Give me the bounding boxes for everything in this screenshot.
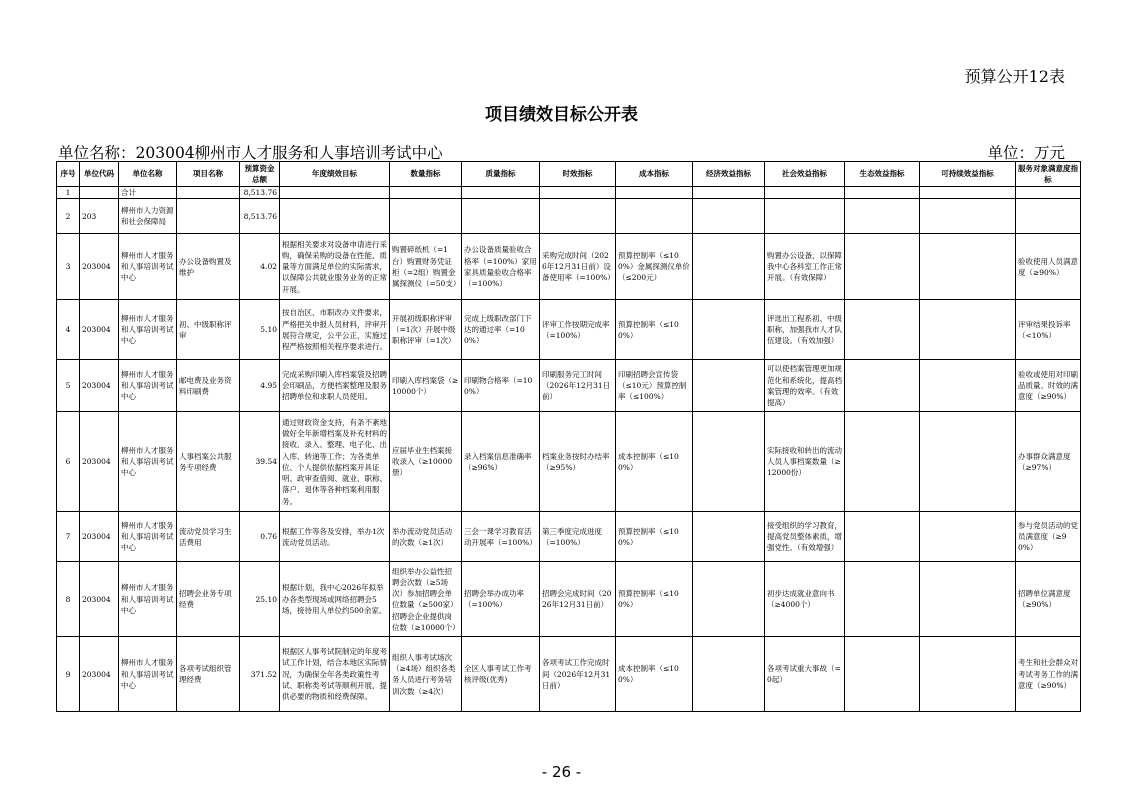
header-cell: 序号 xyxy=(57,162,80,187)
table-cell xyxy=(693,187,765,199)
table-cell: 邮电费及业务资料印刷费 xyxy=(177,360,240,412)
table-cell: 开展初级职称评审（=1次）开展中级职称评审（=1次） xyxy=(390,300,462,360)
table-cell: 5.10 xyxy=(240,300,280,360)
unit-currency: 单位：万元 xyxy=(987,144,1065,162)
table-cell: 应届毕业生档案接收录入（≥10000册） xyxy=(390,412,462,512)
header-cell: 数量指标 xyxy=(390,162,462,187)
table-cell: 印刷招聘会宣传袋（≤10元）预算控制率（≤100%） xyxy=(616,360,693,412)
table-cell xyxy=(462,199,540,234)
table-cell: 合计 xyxy=(119,187,177,199)
table-cell: 预算控制率（≤100%） xyxy=(616,512,693,562)
table-cell: 评审工作按期完成率（=100%） xyxy=(540,300,616,360)
table-cell: 柳州市人才服务和人事培训考试中心 xyxy=(119,300,177,360)
table-cell: 预算控制率（≤100%） xyxy=(616,300,693,360)
table-cell xyxy=(920,412,1016,512)
table-cell xyxy=(920,512,1016,562)
header-cell: 单位代码 xyxy=(80,162,119,187)
table-cell: 8 xyxy=(57,562,80,637)
form-number: 预算公开12表 xyxy=(964,67,1065,86)
table-cell xyxy=(693,562,765,637)
table-cell xyxy=(845,562,920,637)
table-cell: 柳州市人才服务和人事培训考试中心 xyxy=(119,234,177,300)
table-cell: 203004 xyxy=(80,637,119,712)
table-cell: 各项考试重大事故（=0起） xyxy=(765,637,845,712)
table-cell: 初、中级职称评审 xyxy=(177,300,240,360)
table-cell: 招聘单位满意度（≥90%） xyxy=(1016,562,1081,637)
table-cell: 评审结果投诉率（<10%） xyxy=(1016,300,1081,360)
table-cell: 203004 xyxy=(80,300,119,360)
table-cell: 采购完成时间（2026年12月31日前）设备使用率（=100%） xyxy=(540,234,616,300)
table-cell: 通过财政资金支持，有条不紊地做好全年新增档案及补充材料的接收、录入、整理、电子化、出入库、转递等工作；为各类单位、个人提供依据档案开具证明、政审查借阅、就业、职称、落户、退休等各种档案利用服务。 xyxy=(280,412,390,512)
table-cell: 考生和社会群众对考试考务工作的满意度（≥90%） xyxy=(1016,637,1081,712)
header-cell: 单位名称 xyxy=(119,162,177,187)
table-cell: 预算控制率（≤100%）金属探测仪单价（≤200元） xyxy=(616,234,693,300)
table-cell: 流动党员学习生活费用 xyxy=(177,512,240,562)
header-cell: 年度绩效目标 xyxy=(280,162,390,187)
table-cell: 柳州市人力资源和社会保障局 xyxy=(119,199,177,234)
table-cell: 评选出工程系初、中级职称，加强我市人才队伍建设。（有效加强） xyxy=(765,300,845,360)
table-cell xyxy=(693,199,765,234)
table-cell xyxy=(920,360,1016,412)
table-cell: 25.10 xyxy=(240,562,280,637)
table-cell xyxy=(765,187,845,199)
unit-name: 单位名称：203004柳州市人才服务和人事培训考试中心 xyxy=(58,144,443,162)
table-cell xyxy=(177,199,240,234)
table-cell: 各项考试组织管理经费 xyxy=(177,637,240,712)
table-cell: 完成采购印刷入库档案袋及招聘会印刷品，方便档案整理及服务招聘单位和求职人员使用。 xyxy=(280,360,390,412)
header-cell: 项目名称 xyxy=(177,162,240,187)
table-row xyxy=(57,199,1081,234)
table-cell xyxy=(845,512,920,562)
table-cell xyxy=(845,234,920,300)
table-cell: 招聘会业务专项经费 xyxy=(177,562,240,637)
table-cell xyxy=(845,187,920,199)
table-cell: 柳州市人才服务和人事培训考试中心 xyxy=(119,637,177,712)
header-cell: 经济效益指标 xyxy=(693,162,765,187)
table-cell xyxy=(693,637,765,712)
table-cell: 8,513.76 xyxy=(240,199,280,234)
table-cell: 柳州市人才服务和人事培训考试中心 xyxy=(119,562,177,637)
table-cell: 档案业务按时办结率（≥95%） xyxy=(540,412,616,512)
table-cell: 5 xyxy=(57,360,80,412)
table-cell: 举办流动党员活动的次数（≥1次） xyxy=(390,512,462,562)
table-cell xyxy=(693,412,765,512)
table-cell: 203 xyxy=(80,199,119,234)
table-cell: 可以使档案管理更加规范化和系统化，提高档案管理的效率。（有效提高） xyxy=(765,360,845,412)
table-cell xyxy=(616,187,693,199)
header-cell: 时效指标 xyxy=(540,162,616,187)
table-cell xyxy=(280,187,390,199)
table-row xyxy=(57,412,1081,512)
table-cell: 柳州市人才服务和人事培训考试中心 xyxy=(119,412,177,512)
table-row xyxy=(57,360,1081,412)
table-cell xyxy=(1016,199,1081,234)
table-cell: 招聘会完成时间（2026年12月31日前） xyxy=(540,562,616,637)
header-cell: 质量指标 xyxy=(462,162,540,187)
table-cell: 203004 xyxy=(80,562,119,637)
table-cell: 0.76 xyxy=(240,512,280,562)
table-cell xyxy=(845,360,920,412)
table-cell xyxy=(693,234,765,300)
table-cell: 3 xyxy=(57,234,80,300)
table-cell xyxy=(920,300,1016,360)
table-cell: 8,513.76 xyxy=(240,187,280,199)
table-cell: 4.95 xyxy=(240,360,280,412)
table-cell xyxy=(845,199,920,234)
table-cell: 接受组织的学习教育，提高党员整体素质，增强党性。（有效增强） xyxy=(765,512,845,562)
table-cell xyxy=(765,199,845,234)
table-cell xyxy=(280,199,390,234)
page-number: - 26 - xyxy=(541,763,582,781)
table-cell: 371.52 xyxy=(240,637,280,712)
table-cell: 7 xyxy=(57,512,80,562)
table-cell: 购置办公设备，以保障我中心各科室工作正常开展。（有效保障） xyxy=(765,234,845,300)
table-cell: 组织人事考试场次（≥4场）组织各类务人员进行考务培训次数（≥4次） xyxy=(390,637,462,712)
table-cell xyxy=(845,412,920,512)
table-cell: 完成上级职改部门下达的通过率（=100%） xyxy=(462,300,540,360)
table-cell: 1 xyxy=(57,187,80,199)
table-cell: 203004 xyxy=(80,512,119,562)
table-cell: 按自治区、市职改办文件要求，严格把关申报人员材料，评审开展符合规定，公平公正，实施过程严格按照相关程序要求进行。 xyxy=(280,300,390,360)
table-cell: 印刷入库档案袋（≥10000个） xyxy=(390,360,462,412)
table-cell xyxy=(920,187,1016,199)
table-cell: 人事档案公共服务专项经费 xyxy=(177,412,240,512)
table-cell xyxy=(390,187,462,199)
header-cell: 服务对象满意度指标 xyxy=(1016,162,1081,187)
table-cell: 参与党员活动的党员满意度（≥90%） xyxy=(1016,512,1081,562)
table-cell: 根据计划，我中心2026年拟举办各类型现场或网络招聘会5场，接待用人单位约500余家。 xyxy=(280,562,390,637)
table-cell: 203004 xyxy=(80,360,119,412)
table-cell: 根据工作等各及安排，举办1次流动党员活动。 xyxy=(280,512,390,562)
table-row xyxy=(57,562,1081,637)
page-title: 项目绩效目标公开表 xyxy=(485,105,638,125)
header-cell: 社会效益指标 xyxy=(765,162,845,187)
table-header-row xyxy=(57,162,1081,187)
table-cell xyxy=(540,187,616,199)
table-row xyxy=(57,637,1081,712)
table-cell: 全区人事考试工作考核评级(优秀) xyxy=(462,637,540,712)
table-cell xyxy=(462,187,540,199)
table-cell: 39.54 xyxy=(240,412,280,512)
table-cell: 初步达成就业意向书（≥4000个） xyxy=(765,562,845,637)
table-row xyxy=(57,234,1081,300)
header-cell: 生态效益指标 xyxy=(845,162,920,187)
table-cell: 成本控制率（≤100%） xyxy=(616,637,693,712)
table-cell xyxy=(390,199,462,234)
header-cell: 可持续效益指标 xyxy=(920,162,1016,187)
table-cell: 招聘会举办成功率（=100%） xyxy=(462,562,540,637)
table-cell: 验收或使用对印刷品质量、时效的满意度（≥90%） xyxy=(1016,360,1081,412)
table-cell: 4.02 xyxy=(240,234,280,300)
table-cell: 验收使用人员满意度（≥90%） xyxy=(1016,234,1081,300)
table-cell: 三会一课学习教育活动开展率（=100%） xyxy=(462,512,540,562)
table-row xyxy=(57,187,1081,199)
table-row xyxy=(57,300,1081,360)
table-cell: 根据区人事考试院制定的年度考试工作计划，结合本地区实际情况，为确保全年各类政策性考试、职称类考试等顺利开展，提供必要的物质和经费保障。 xyxy=(280,637,390,712)
table-cell: 录入档案信息准确率（≥96%） xyxy=(462,412,540,512)
table-cell: 9 xyxy=(57,637,80,712)
table-cell xyxy=(920,637,1016,712)
table-cell: 203004 xyxy=(80,412,119,512)
table-cell: 购置碎纸机（=1台）购置财务凭证柜（=2组）购置金属探测仪（=50支） xyxy=(390,234,462,300)
table-cell xyxy=(177,187,240,199)
table-cell xyxy=(693,512,765,562)
table-cell: 4 xyxy=(57,300,80,360)
table-cell: 各项考试工作完成时间（2026年12月31日前） xyxy=(540,637,616,712)
table-cell xyxy=(693,300,765,360)
table-cell: 预算控制率（≤100%） xyxy=(616,562,693,637)
table-cell: 办公设备购置及维护 xyxy=(177,234,240,300)
table-cell xyxy=(1016,187,1081,199)
table-cell: 203004 xyxy=(80,234,119,300)
table-cell: 实际接收和转出的流动人员人事档案数量（≥12000份） xyxy=(765,412,845,512)
header-cell: 预算资金总额 xyxy=(240,162,280,187)
table-cell xyxy=(920,199,1016,234)
table-cell xyxy=(920,234,1016,300)
performance-table xyxy=(56,161,1081,712)
table-cell: 办事群众满意度（≥97%） xyxy=(1016,412,1081,512)
table-cell xyxy=(616,199,693,234)
table-cell: 办公设备质量验收合格率（=100%）家用家具质量验收合格率（=100%） xyxy=(462,234,540,300)
header-cell: 成本指标 xyxy=(616,162,693,187)
table-cell xyxy=(540,199,616,234)
table-cell xyxy=(845,300,920,360)
table-cell: 印刷物合格率（=100%） xyxy=(462,360,540,412)
table-cell xyxy=(80,187,119,199)
table-cell: 柳州市人才服务和人事培训考试中心 xyxy=(119,360,177,412)
table-cell xyxy=(693,360,765,412)
table-cell: 柳州市人才服务和人事培训考试中心 xyxy=(119,512,177,562)
table-cell: 第三季度完成进度（=100%） xyxy=(540,512,616,562)
table-cell: 成本控制率（≤100%） xyxy=(616,412,693,512)
table-cell: 组织举办公益性招聘会次数（≥5场次）参加招聘会单位数量（≥500家）招聘会企业提供岗位数（≥10000个） xyxy=(390,562,462,637)
table-cell: 2 xyxy=(57,199,80,234)
table-cell: 印刷服务完工时间（2026年12月31日前） xyxy=(540,360,616,412)
table-cell xyxy=(845,637,920,712)
table-cell: 根据相关要求对设备申请进行采购，确保采购的设备在性能、质量等方面满足单位的实际需求，以保障公共就业服务业务的正常开展。 xyxy=(280,234,390,300)
table-row xyxy=(57,512,1081,562)
table-cell xyxy=(920,562,1016,637)
table-cell: 6 xyxy=(57,412,80,512)
